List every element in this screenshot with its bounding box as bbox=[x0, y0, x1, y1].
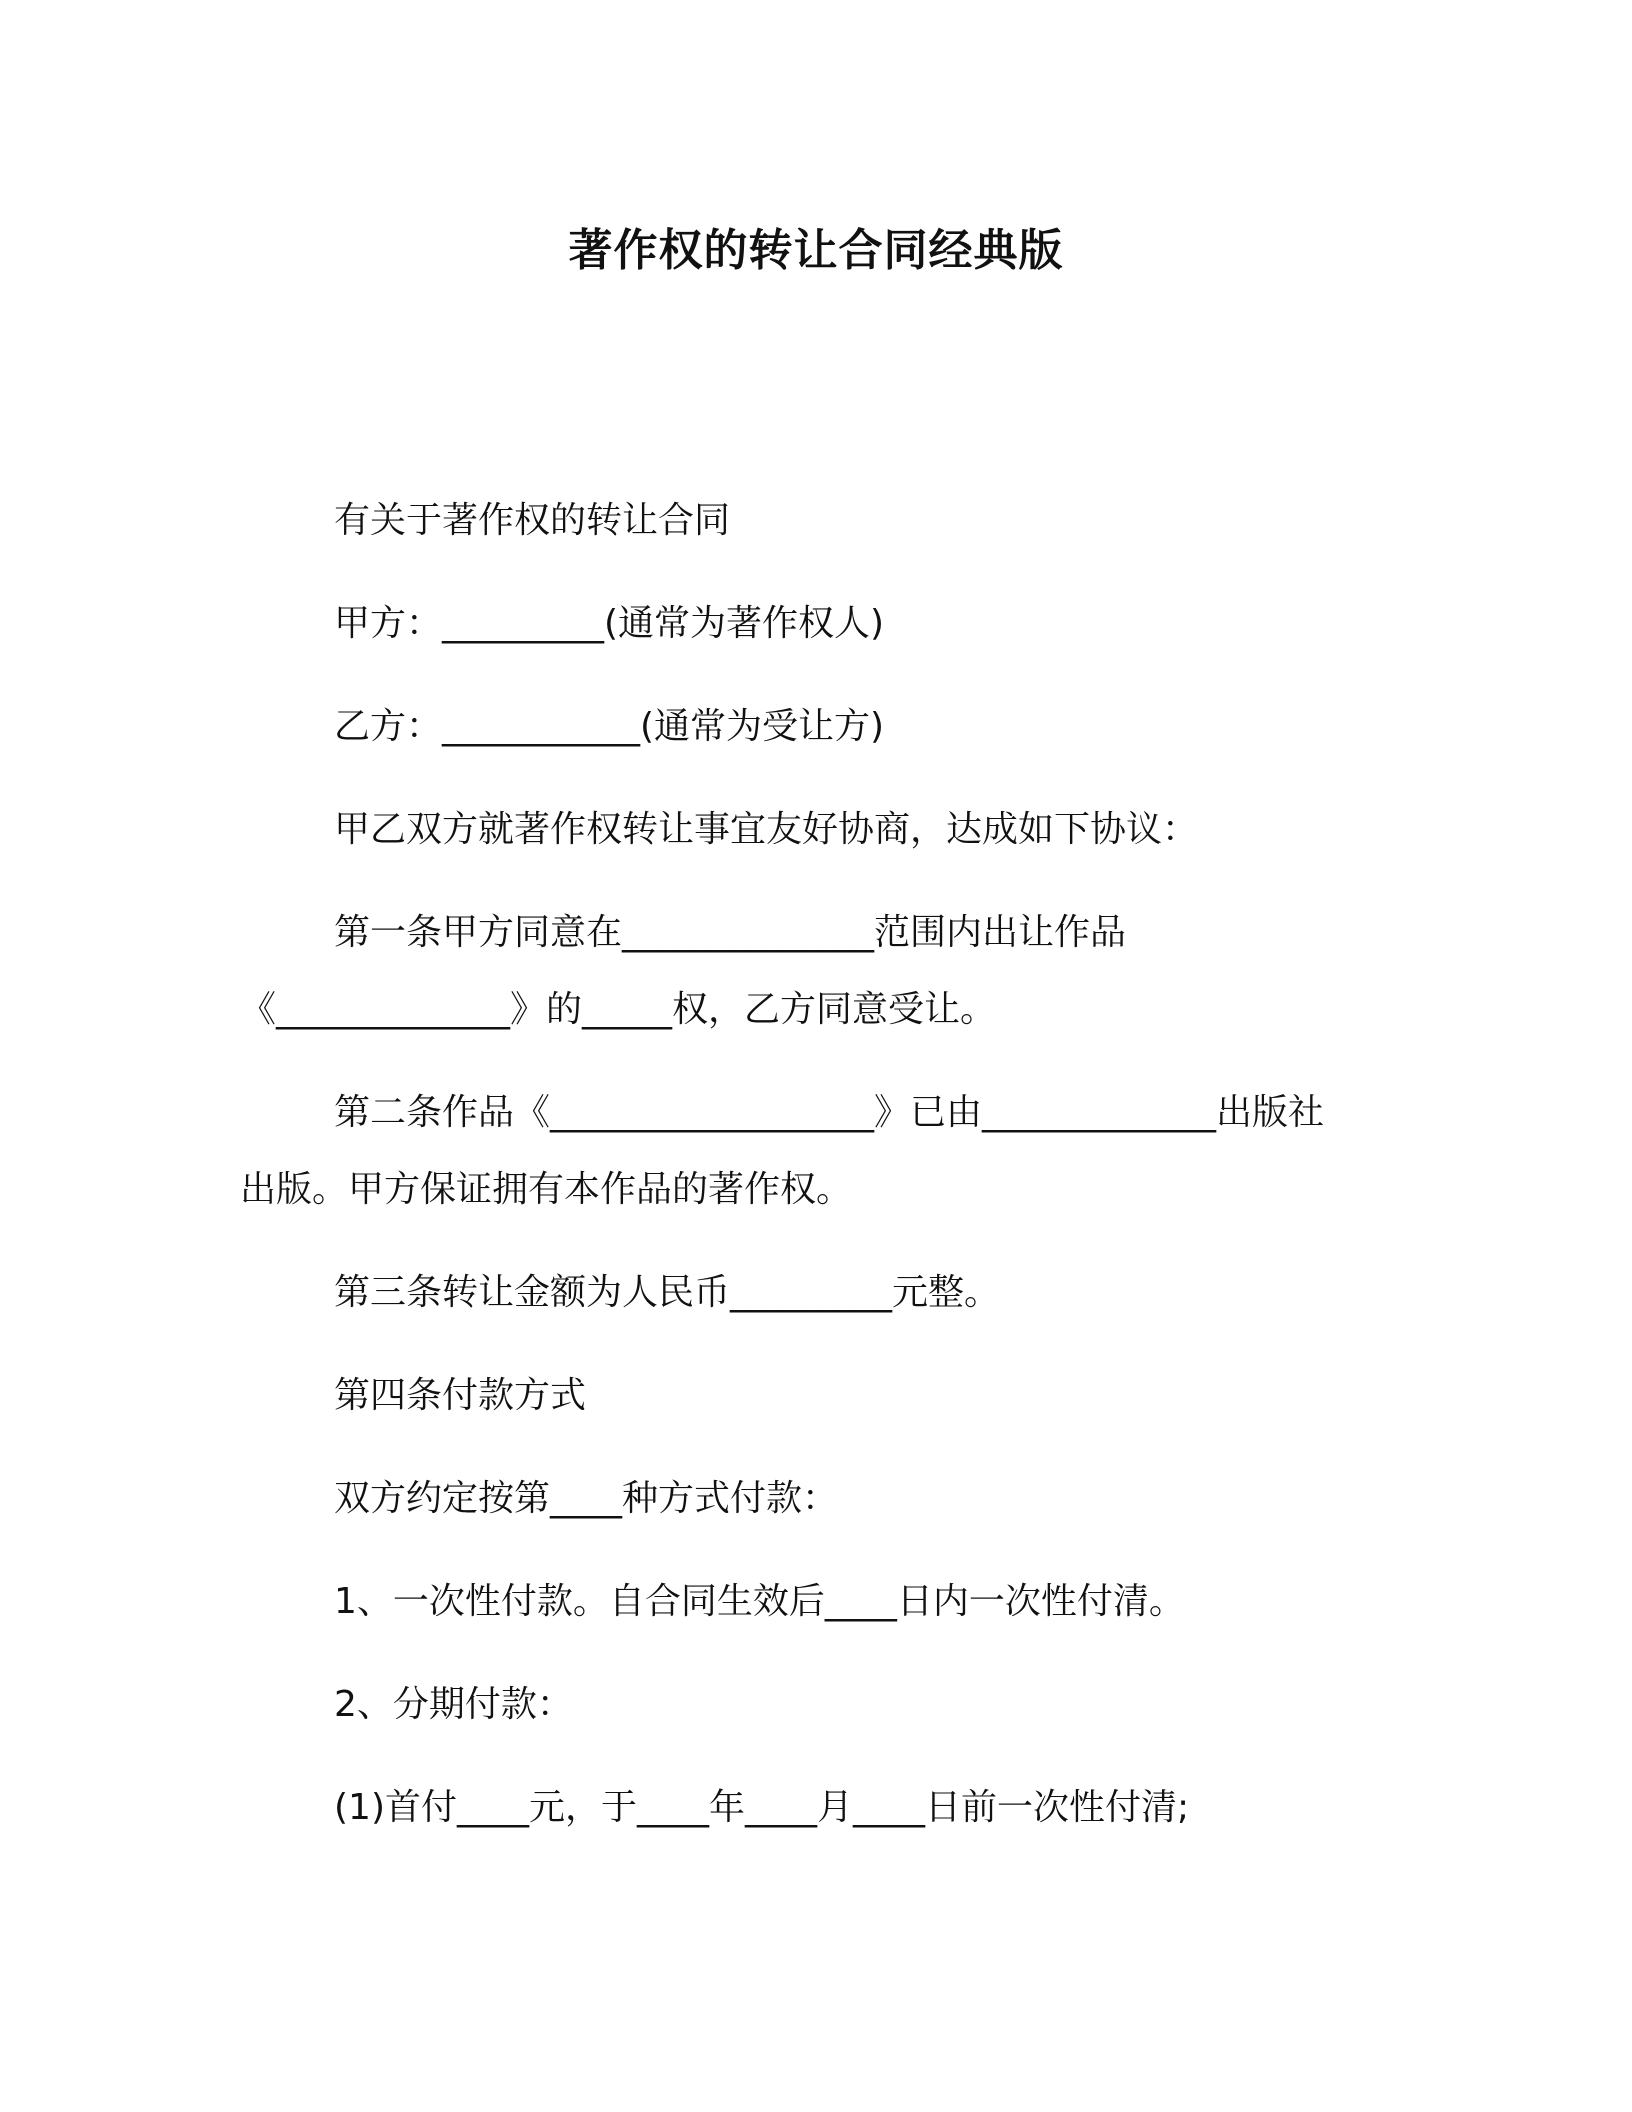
payment-method-choice bbox=[240, 1475, 1392, 1523]
article-4-heading bbox=[240, 1372, 1392, 1420]
paragraph-text: 有关于著作权的转让合同 bbox=[334, 500, 731, 541]
paragraph-text: 2、分期付款： bbox=[334, 1684, 573, 1725]
article-3 bbox=[240, 1269, 1392, 1317]
article-1-line-2 bbox=[240, 986, 1392, 1034]
article-2-line-1 bbox=[240, 1089, 1392, 1137]
paragraph-text: 《_____________》的_____权，乙方同意受让。 bbox=[240, 989, 997, 1030]
document-title: 著作权的转让合同经典版 bbox=[568, 225, 1064, 276]
party-a-line bbox=[240, 600, 1392, 648]
paragraph-text: 出版。甲方保证拥有本作品的著作权。 bbox=[240, 1169, 853, 1210]
paragraph-text: 第三条转让金额为人民币_________元整。 bbox=[334, 1272, 1001, 1313]
paragraph-text: 乙方：___________(通常为受让方) bbox=[334, 706, 885, 747]
article-2-line-2 bbox=[240, 1166, 1392, 1214]
paragraph-text: 第一条甲方同意在______________范围内出让作品 bbox=[334, 912, 1127, 953]
paragraph-text: 1、一次性付款。自合同生效后____日内一次性付清。 bbox=[334, 1581, 1185, 1622]
paragraph-text: 第二条作品《__________________》已由_____________出版社 bbox=[334, 1092, 1325, 1133]
party-b-line bbox=[240, 703, 1392, 751]
paragraph-text: 第四条付款方式 bbox=[334, 1375, 587, 1416]
article-1-line-1 bbox=[240, 909, 1392, 957]
installment-item-1 bbox=[240, 1784, 1392, 1832]
contract-heading bbox=[240, 497, 1392, 545]
agreement-intro bbox=[240, 806, 1392, 854]
paragraph-text: 甲乙双方就著作权转让事宜友好协商，达成如下协议： bbox=[334, 809, 1199, 850]
paragraph-text: 甲方：_________(通常为著作权人) bbox=[334, 603, 885, 644]
payment-option-2 bbox=[240, 1681, 1392, 1729]
paragraph-text: (1)首付____元，于____年____月____日前一次性付清; bbox=[334, 1787, 1190, 1828]
paragraph-text: 双方约定按第____种方式付款： bbox=[334, 1478, 839, 1519]
payment-option-1 bbox=[240, 1578, 1392, 1626]
